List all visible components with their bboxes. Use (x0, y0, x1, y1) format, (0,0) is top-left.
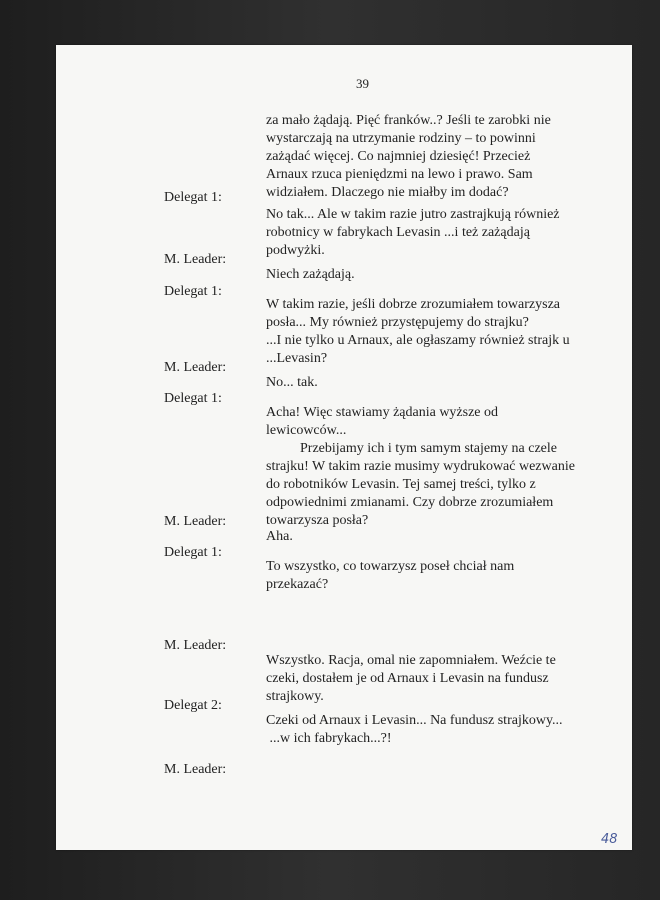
text-line: No tak... Ale w takim razie jutro zastrajkują również (266, 207, 560, 222)
speaker-label: M. Leader: (164, 762, 227, 777)
page-number: 39 (356, 76, 369, 91)
dialogue-paragraph (266, 558, 514, 594)
speaker-label: M. Leader: (164, 252, 227, 267)
speaker-label: Delegat 1: (164, 190, 222, 205)
speaker-label: M. Leader: (164, 638, 227, 653)
text-line: ...w ich fabrykach...?! (266, 731, 392, 746)
text-line: czeki, dostałem je od Arnaux i Levasin na fundusz (266, 671, 549, 686)
text-line: do robotników Levasin. Tej samej treści, tylko z (266, 477, 536, 492)
dialogue-paragraph (266, 528, 293, 546)
text-line: lewicowców... (266, 423, 347, 438)
speaker-label: M. Leader: (164, 514, 227, 529)
speaker-label: Delegat 1: (164, 545, 222, 560)
text-line: Czeki od Arnaux i Levasin... Na fundusz strajkowy... (266, 713, 563, 728)
text-line: zażądać więcej. Co najmniej dziesięć! Przecież (266, 149, 531, 164)
dialogue-paragraph (266, 206, 560, 260)
dialogue-paragraph (266, 266, 355, 284)
text-line: odpowiednimi zmianami. Czy dobrze zrozumiałem (266, 495, 554, 510)
text-line: W takim razie, jeśli dobrze zrozumiałem towarzysza (266, 297, 560, 312)
text-line: towarzysza posła? (266, 513, 369, 528)
text-line: podwyżki. (266, 243, 325, 258)
text-line: robotnicy w fabrykach Levasin ...i też zażądają (266, 225, 530, 240)
speaker-label: Delegat 1: (164, 284, 222, 299)
text-line: Wszystko. Racja, omal nie zapomniałem. Weźcie te (266, 653, 556, 668)
dialogue-paragraph (266, 296, 570, 368)
text-line: posła... My również przystępujemy do strajku? (266, 315, 529, 330)
text-line: strajkowy. (266, 689, 324, 704)
dialogue-paragraph (266, 404, 575, 530)
text-line: Arnaux rzuca pieniędzmi na lewo i prawo. Sam (266, 167, 533, 182)
dialogue-paragraph (266, 712, 563, 748)
text-line: Przebijamy ich i tym samym stajemy na czele (300, 441, 557, 456)
speaker-label: Delegat 2: (164, 698, 222, 713)
handwritten-page-annotation: 48 (601, 832, 618, 847)
text-line: To wszystko, co towarzysz poseł chciał nam (266, 559, 515, 574)
text-line: No... tak. (266, 375, 318, 390)
text-line: za mało żądają. Pięć franków..? Jeśli te zarobki nie (266, 113, 551, 128)
text-line: Acha! Więc stawiamy żądania wyższe od (266, 405, 499, 420)
text-line: ...I nie tylko u Arnaux, ale ogłaszamy również strajk u (266, 333, 570, 348)
text-line: wystarczają na utrzymanie rodziny – to powinni (266, 131, 536, 146)
dialogue-paragraph (266, 374, 318, 392)
dialogue-paragraph (266, 112, 551, 202)
text-line: przekazać? (266, 577, 329, 592)
speaker-label: M. Leader: (164, 360, 227, 375)
text-line: strajku! W takim razie musimy wydrukować wezwanie (266, 459, 575, 474)
text-line: Aha. (266, 529, 293, 544)
text-line: ...Levasin? (266, 351, 328, 366)
dialogue-paragraph (266, 652, 556, 706)
text-line: Niech zażądają. (266, 267, 355, 282)
speaker-label: Delegat 1: (164, 391, 222, 406)
text-line: widziałem. Dlaczego nie miałby im dodać? (266, 185, 509, 200)
